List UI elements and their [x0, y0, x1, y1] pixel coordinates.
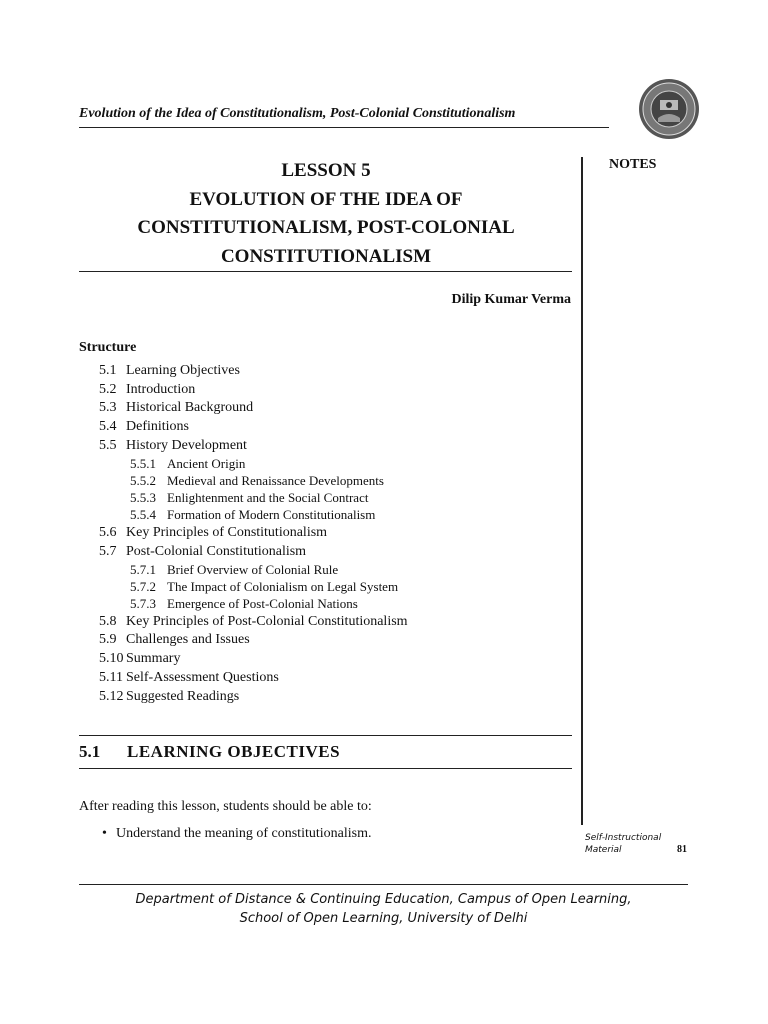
toc-label: Medieval and Renaissance Developments — [167, 472, 384, 488]
toc-label: Suggested Readings — [126, 688, 240, 704]
toc-number: 5.5.2 — [130, 472, 156, 488]
lesson-title-line: CONSTITUTIONALISM — [220, 245, 432, 267]
intro-text: After reading this lesson, students should be able to: — [79, 799, 372, 814]
lesson-title-line: EVOLUTION OF THE IDEA OF — [189, 188, 463, 210]
lesson-title-line: LESSON 5 — [281, 160, 371, 181]
bullet-item — [102, 826, 371, 842]
toc-number: 5.12 — [99, 688, 124, 704]
toc-number: 5.7.2 — [130, 578, 156, 594]
toc-number: 5.11 — [99, 669, 123, 685]
toc-label: Emergence of Post-Colonial Nations — [167, 595, 358, 611]
margin-divider — [581, 157, 583, 825]
toc-number: 5.5.4 — [130, 507, 156, 523]
toc-label: Key Principles of Constitutionalism — [126, 525, 328, 540]
lesson-title — [79, 157, 573, 271]
toc-number: 5.4 — [99, 419, 117, 435]
toc-label: History Development — [126, 437, 247, 453]
toc-number: 5.7 — [99, 543, 117, 559]
toc-number: 5.7.1 — [130, 561, 156, 577]
self-instructional-note — [585, 832, 661, 856]
toc-number: 5.10 — [99, 651, 124, 667]
toc-label: Brief Overview of Colonial Rule — [167, 561, 339, 577]
footer-line: School of Open Learning, University of Delhi — [239, 911, 528, 926]
toc-label: Key Principles of Post-Colonial Constitutionalism — [126, 613, 408, 629]
toc-number: 5.7.3 — [130, 595, 156, 611]
toc-label: Learning Objectives — [126, 363, 240, 378]
toc-number: 5.1 — [99, 363, 117, 378]
toc-number: 5.9 — [99, 632, 117, 648]
toc-number: 5.5.3 — [130, 490, 156, 505]
toc-label: Ancient Origin — [167, 455, 246, 471]
toc-number: 5.5.1 — [130, 455, 156, 471]
author-name: Dilip Kumar Verma — [451, 292, 571, 307]
toc-label: Self-Assessment Questions — [126, 669, 279, 685]
bullet-icon: • — [102, 826, 107, 841]
structure-heading: Structure — [79, 340, 137, 355]
toc-label: Summary — [126, 651, 181, 667]
title-rule — [79, 271, 572, 272]
toc-number: 5.2 — [99, 381, 117, 397]
page-number: 81 — [677, 844, 687, 855]
margin-note-line: Material — [585, 845, 622, 855]
toc-label: Challenges and Issues — [126, 632, 250, 648]
notes-label: NOTES — [609, 157, 657, 172]
section-title: LEARNING OBJECTIVES — [127, 742, 341, 761]
lesson-title-line: CONSTITUTIONALISM, POST-COLONIAL — [137, 217, 515, 238]
toc-label: The Impact of Colonialism on Legal System — [167, 578, 399, 594]
toc-label: Enlightenment and the Social Contract — [167, 490, 369, 505]
margin-note-line: Self-Instructional — [585, 833, 662, 843]
toc-label: Post-Colonial Constitutionalism — [126, 543, 307, 559]
toc-label: Definitions — [126, 419, 189, 435]
toc-number: 5.3 — [99, 400, 117, 416]
toc-number: 5.6 — [99, 525, 117, 540]
running-head: Evolution of the Idea of Constitutionalism, Post-Colonial Constitutionalism — [79, 106, 516, 121]
section-rule-bottom — [79, 768, 572, 769]
footer-line: Department of Distance & Continuing Education, Campus of Open Learning, — [135, 892, 632, 907]
toc-label: Historical Background — [126, 400, 254, 416]
toc-label: Introduction — [126, 381, 196, 397]
section-rule-top — [79, 735, 572, 736]
toc-number: 5.5 — [99, 437, 117, 453]
toc-label: Formation of Modern Constitutionalism — [167, 507, 376, 523]
footer — [79, 890, 688, 928]
section-number: 5.1 — [79, 742, 101, 761]
university-seal-logo — [638, 78, 700, 140]
toc-number: 5.8 — [99, 613, 117, 629]
bullet-text: Understand the meaning of constitutionalism. — [116, 826, 372, 841]
header-rule — [79, 127, 609, 128]
footer-rule — [79, 884, 688, 885]
